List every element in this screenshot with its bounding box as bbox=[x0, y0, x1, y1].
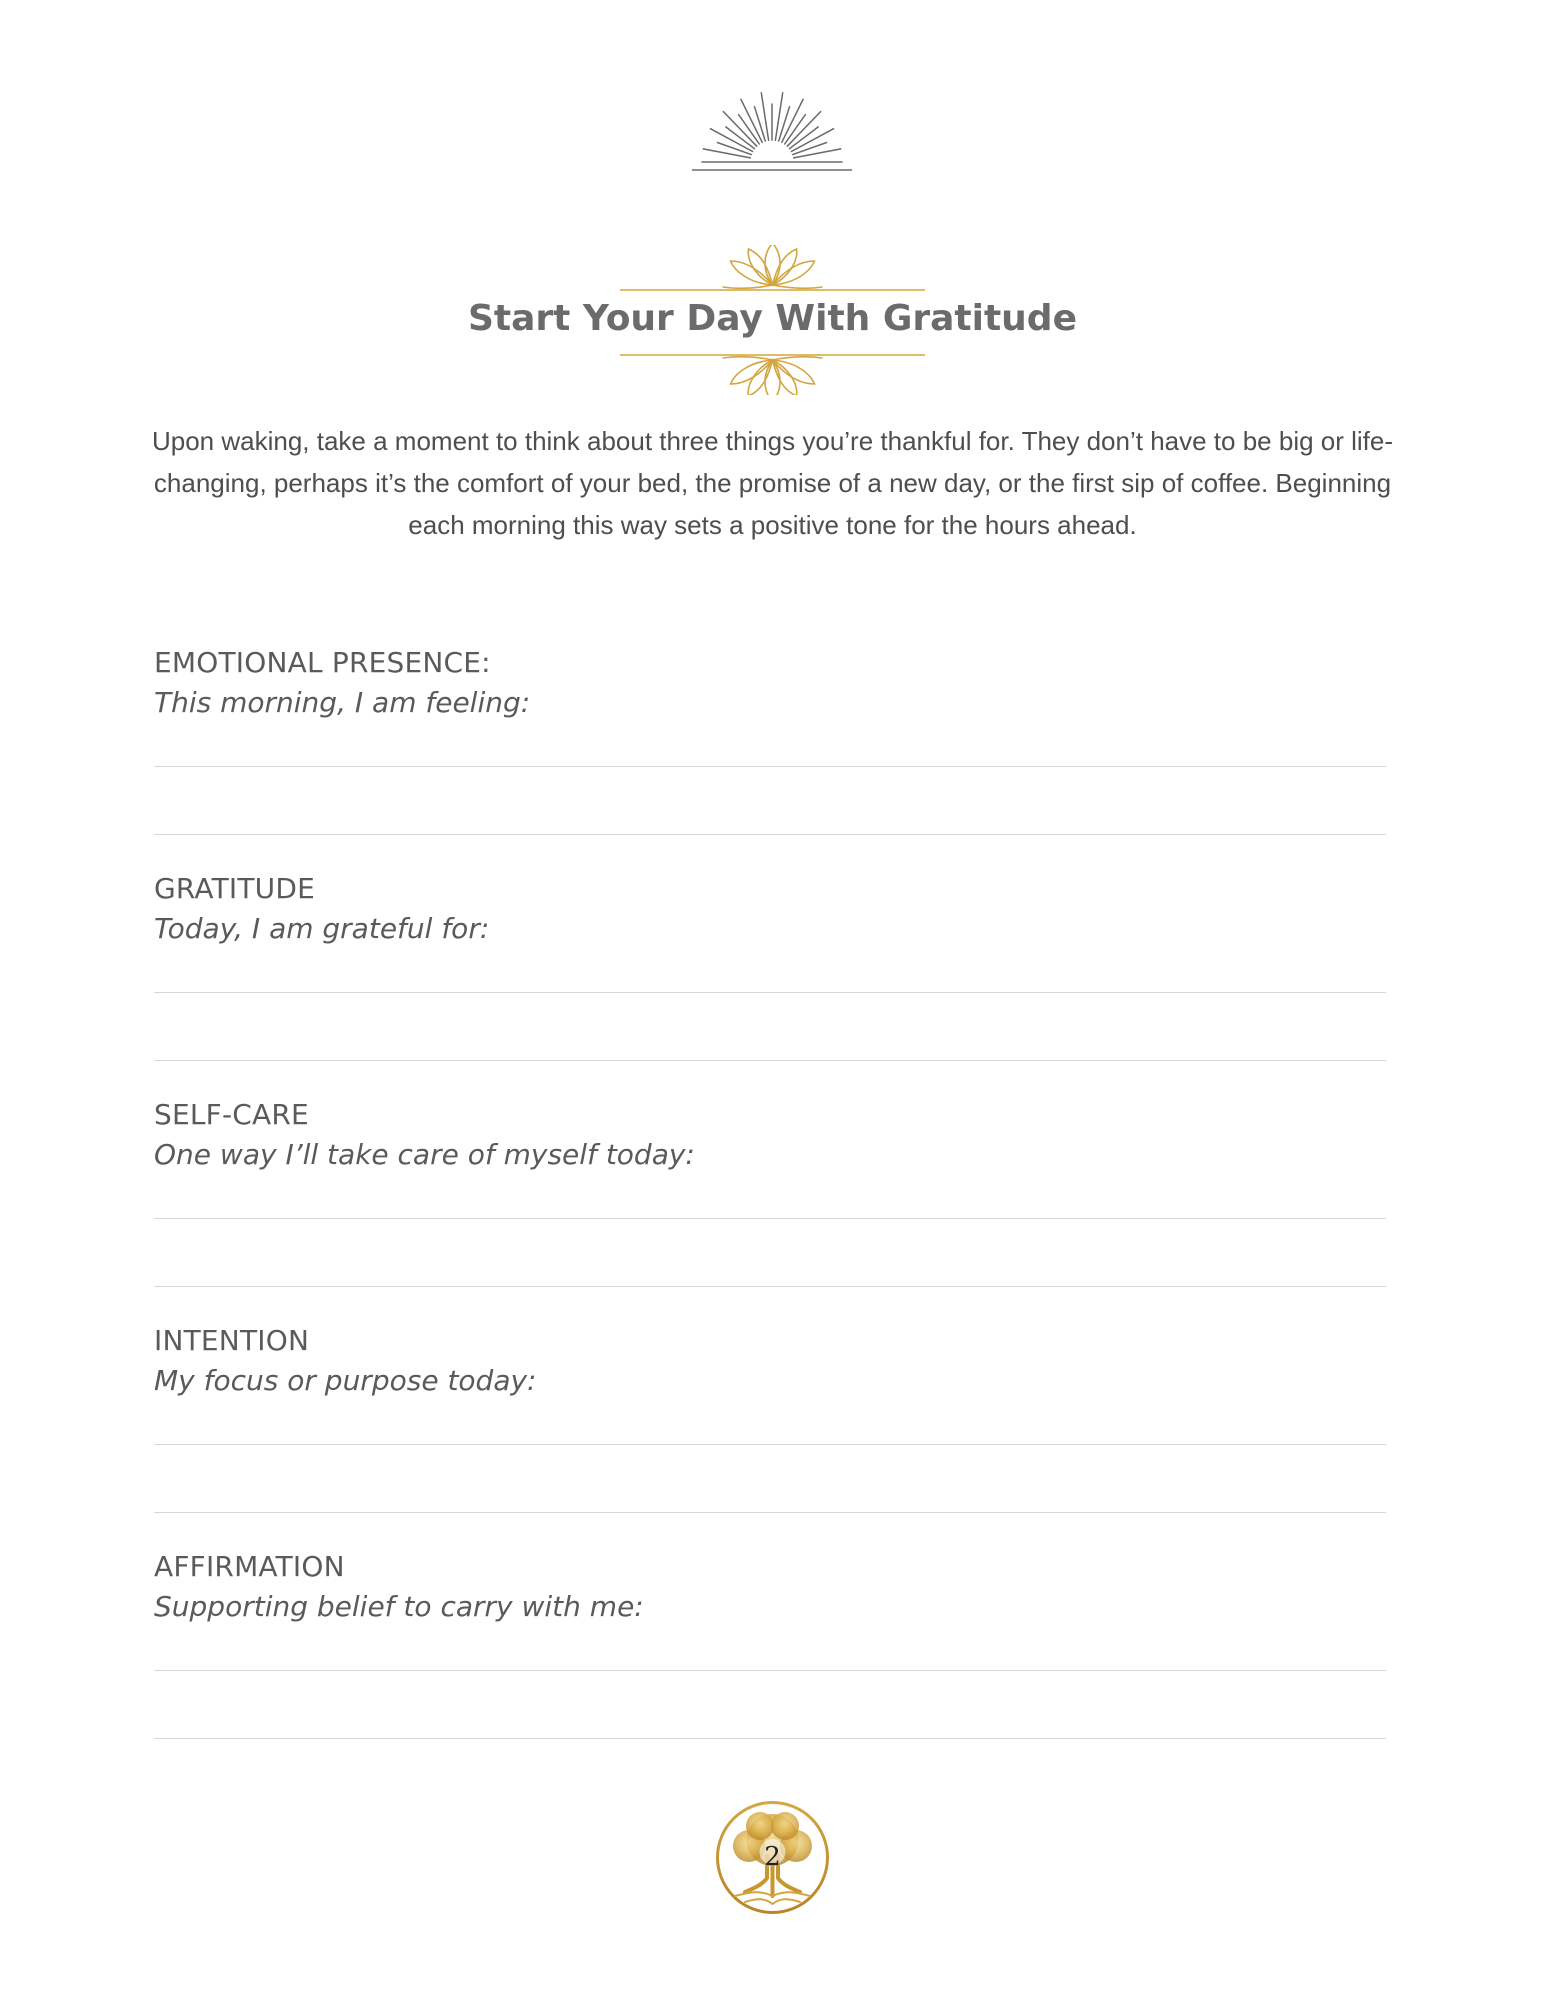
section-heading: INTENTION bbox=[154, 1324, 310, 1357]
writing-line[interactable] bbox=[154, 1218, 1386, 1219]
section-gratitude bbox=[154, 869, 1386, 1069]
section-heading: SELF-CARE bbox=[154, 1098, 309, 1131]
sunburst-icon bbox=[692, 90, 852, 180]
writing-line[interactable] bbox=[154, 1512, 1386, 1513]
section-heading: AFFIRMATION bbox=[154, 1550, 345, 1583]
section-heading: EMOTIONAL PRESENCE: bbox=[154, 646, 491, 679]
writing-line[interactable] bbox=[154, 1670, 1386, 1671]
writing-line[interactable] bbox=[154, 1738, 1386, 1739]
section-affirmation bbox=[154, 1547, 1386, 1747]
title-block bbox=[0, 245, 1545, 395]
page-number: 2 bbox=[764, 1842, 781, 1872]
page-title: Start Your Day With Gratitude bbox=[468, 298, 1077, 339]
section-prompt: This morning, I am feeling: bbox=[154, 686, 531, 719]
sunburst-ray bbox=[794, 149, 841, 158]
section-self-care bbox=[154, 1095, 1386, 1295]
sunburst-ray bbox=[703, 149, 750, 158]
writing-line[interactable] bbox=[154, 1286, 1386, 1287]
section-prompt: Today, I am grateful for: bbox=[154, 912, 490, 945]
writing-line[interactable] bbox=[154, 766, 1386, 767]
writing-line[interactable] bbox=[154, 992, 1386, 993]
writing-line[interactable] bbox=[154, 834, 1386, 835]
writing-line[interactable] bbox=[154, 1060, 1386, 1061]
section-prompt: One way I’ll take care of myself today: bbox=[154, 1138, 695, 1171]
section-prompt: My focus or purpose today: bbox=[154, 1364, 537, 1397]
section-prompt: Supporting belief to carry with me: bbox=[154, 1590, 644, 1623]
section-heading: GRATITUDE bbox=[154, 872, 316, 905]
section-emotional-presence bbox=[154, 643, 1386, 843]
writing-line[interactable] bbox=[154, 1444, 1386, 1445]
intro-paragraph: Upon waking, take a moment to think about three things you’re thankful for. They don’t have to be big or life-changing, perhaps it’s the comfort of your bed, the promise of a new day, or the first sip of coffee. Beginning each morning this way sets a positive tone for the hours ahead. bbox=[151, 426, 1394, 540]
section-intention bbox=[154, 1321, 1386, 1521]
